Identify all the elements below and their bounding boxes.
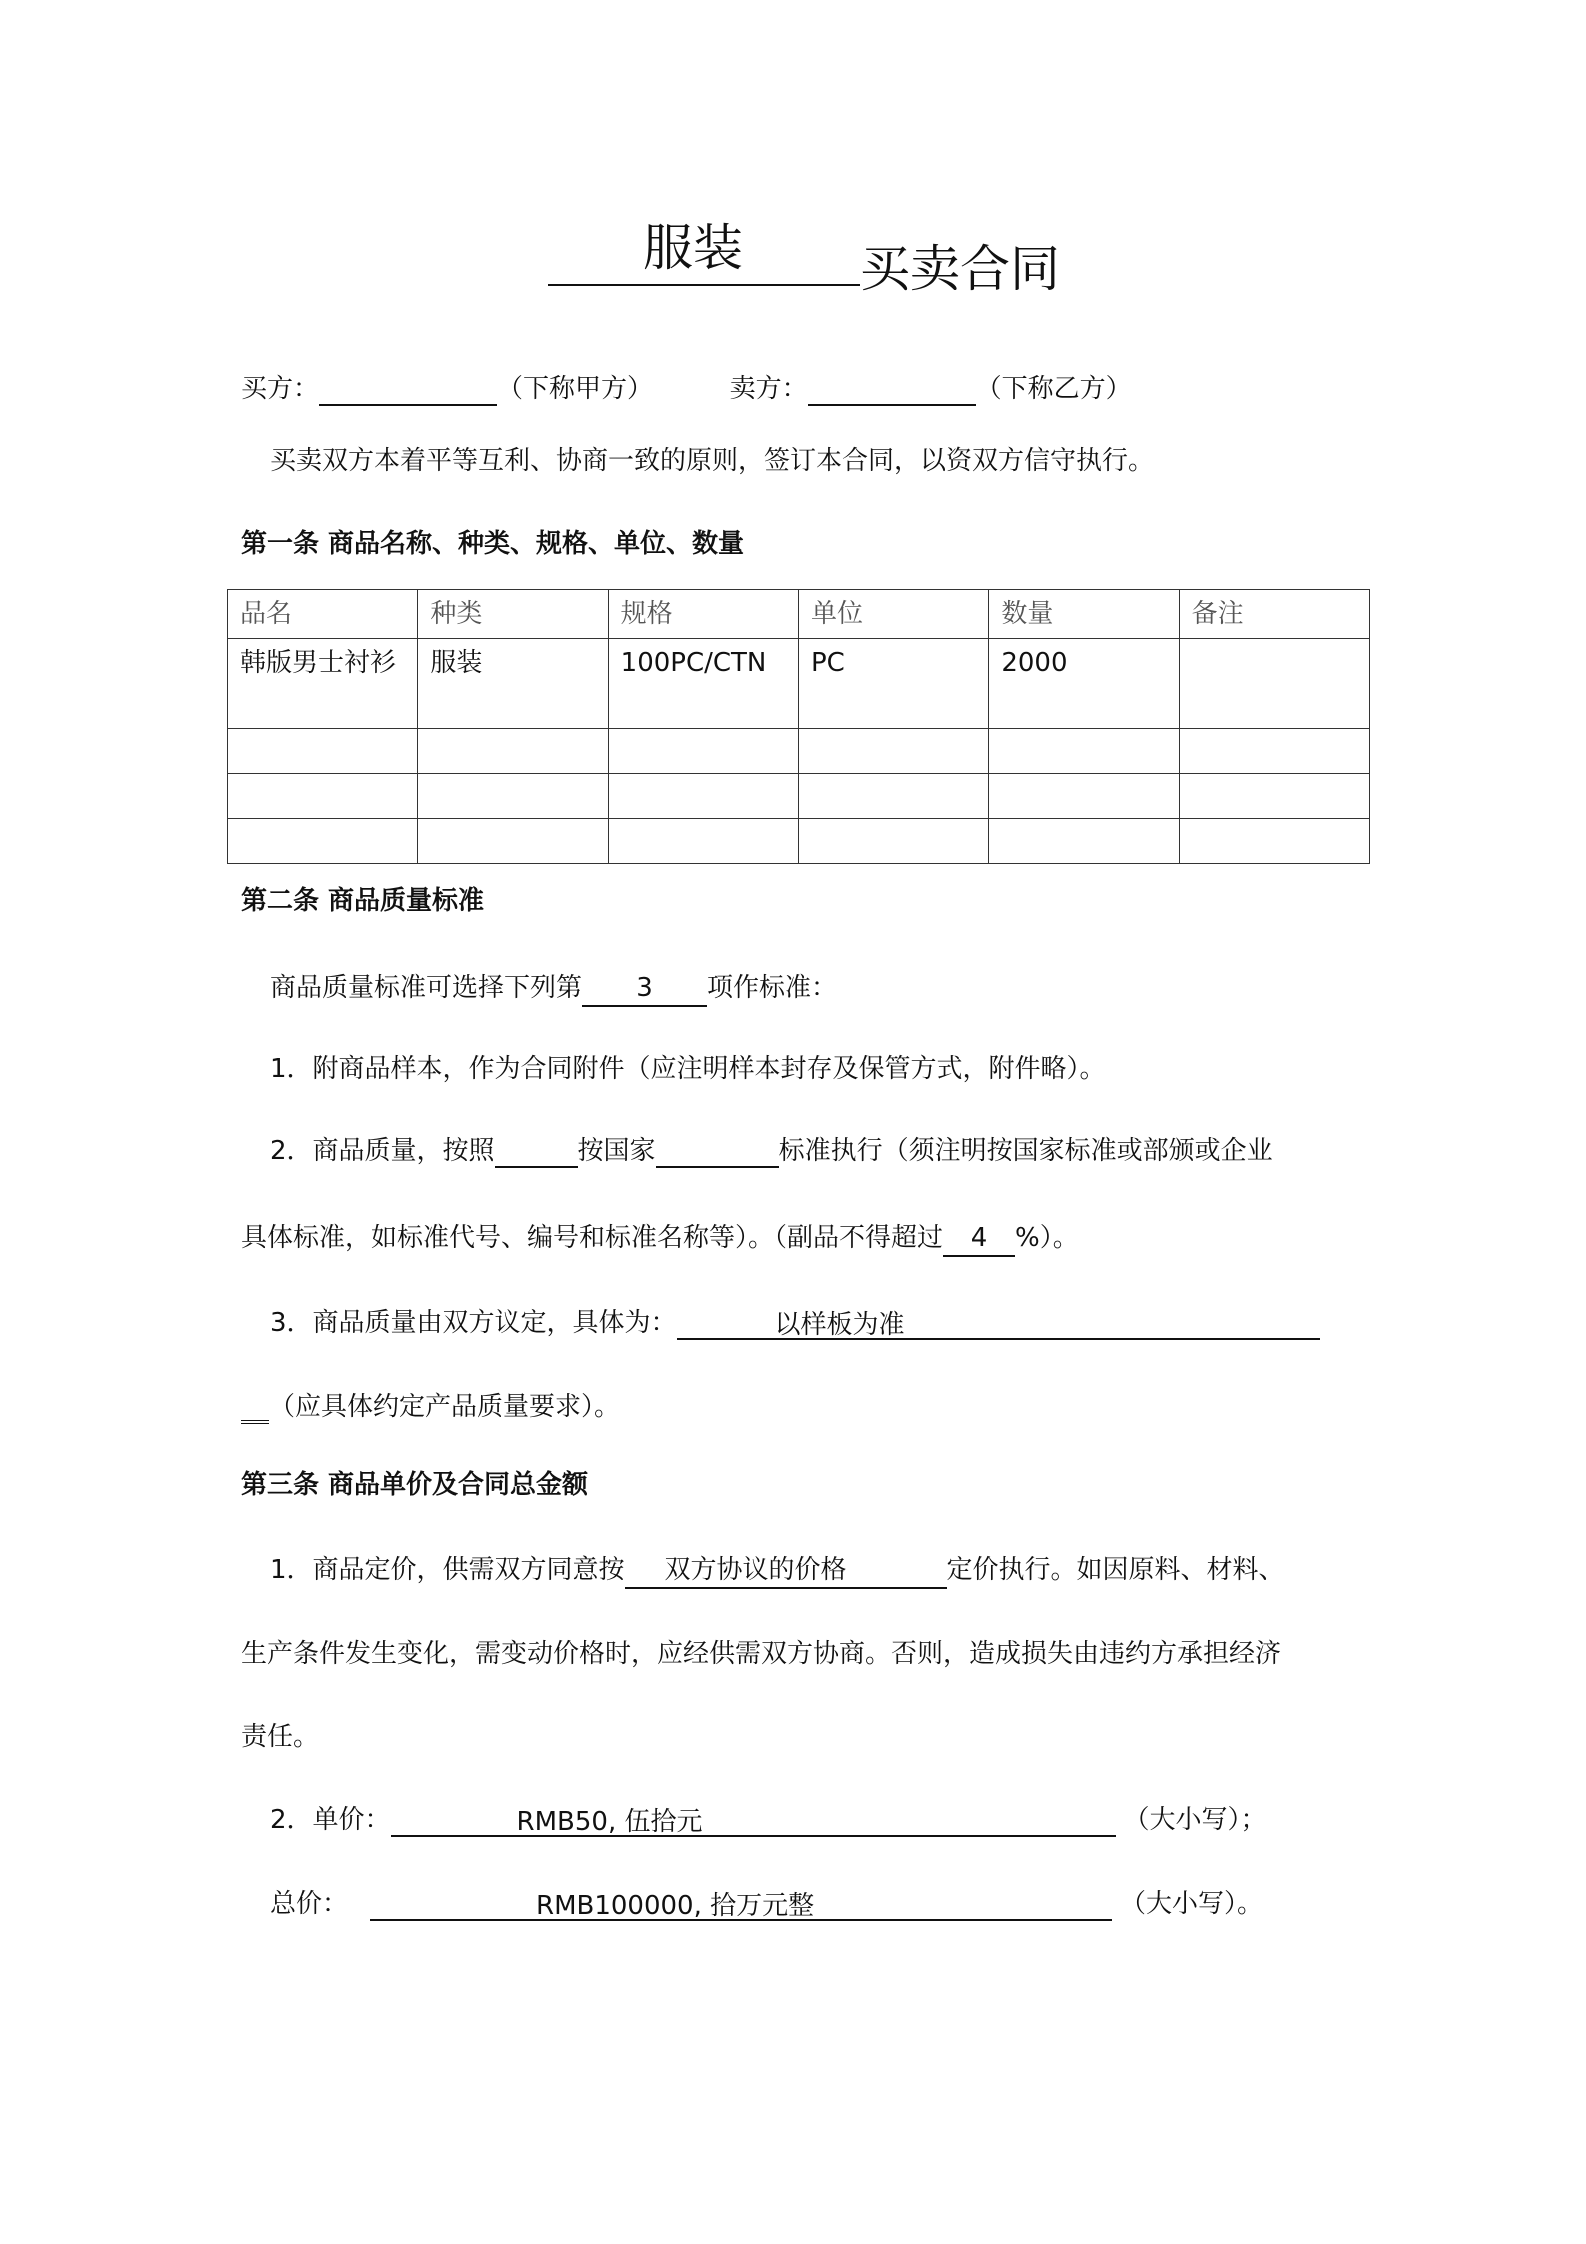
- quality-item-3-suffix: （应具体约定产品质量要求）。: [269, 1392, 621, 1422]
- col-name: 品名: [228, 590, 418, 639]
- table-cell: 服装: [418, 639, 608, 729]
- parties-line: [241, 372, 1132, 406]
- article2-heading: 第二条 商品质量标准: [241, 886, 485, 916]
- title-product-blank: [548, 218, 860, 286]
- table-cell: [418, 819, 608, 864]
- unit-price-value: RMB50, 伍拾元: [516, 1807, 703, 1837]
- table-cell: [798, 819, 988, 864]
- table-cell: [989, 729, 1179, 774]
- unit-price-label: 2．单价：: [270, 1805, 391, 1835]
- quality-item-2-b: 按国家: [577, 1136, 656, 1166]
- quality-item-2-blank1: [495, 1136, 578, 1168]
- quality-item-2: [270, 1134, 1273, 1168]
- pricing-item-1-line2: 生产条件发生变化，需变动价格时，应经供需双方协商。否则，造成损失由违约方承担经济: [241, 1639, 1282, 1669]
- table-cell: [418, 774, 608, 819]
- title-suffix: 买卖合同: [860, 240, 1060, 298]
- table-row: [228, 819, 1370, 864]
- col-quantity: 数量: [989, 590, 1179, 639]
- total-price-blank: [370, 1889, 1112, 1921]
- buyer-blank: [319, 374, 497, 406]
- quality-item-2-blank2: [656, 1136, 779, 1168]
- table-cell: [228, 774, 418, 819]
- col-spec: 规格: [608, 590, 798, 639]
- goods-table: [227, 589, 1370, 864]
- seller-note: （下称乙方）: [975, 374, 1132, 404]
- contract-title: [548, 218, 1060, 299]
- col-category: 种类: [418, 590, 608, 639]
- quality-item-2-d: 具体标准，如标准代号、编号和标准名称等）。（副品不得超过: [241, 1223, 944, 1253]
- col-unit: 单位: [798, 590, 988, 639]
- quality-choice-line: [270, 971, 837, 1007]
- table-cell: 韩版男士衬衫: [228, 639, 418, 729]
- quality-item-3-blank: [677, 1308, 1320, 1340]
- table-cell: [608, 729, 798, 774]
- quality-item-1: 1．附商品样本，作为合同附件（应注明样本封存及保管方式，附件略）。: [270, 1054, 1106, 1084]
- buyer-note: （下称甲方）: [497, 374, 654, 404]
- table-cell: [418, 729, 608, 774]
- buyer-label: 买方：: [241, 374, 320, 404]
- table-row: [228, 729, 1370, 774]
- unit-price-blank: [391, 1805, 1116, 1837]
- table-row: [228, 774, 1370, 819]
- table-cell: PC: [798, 639, 988, 729]
- quality-choice-prefix: 商品质量标准可选择下列第: [270, 973, 583, 1003]
- total-price-line: [270, 1887, 1263, 1921]
- quality-item-2-c: 标准执行（须注明按国家标准或部颁或企业: [778, 1136, 1273, 1166]
- table-row: [228, 639, 1370, 729]
- table-cell: [1179, 639, 1369, 729]
- quality-item-3-prefix: 3．商品质量由双方议定，具体为：: [270, 1308, 677, 1338]
- unit-price-suffix: （大小写）；: [1123, 1805, 1267, 1835]
- total-price-suffix: （大小写）。: [1120, 1889, 1264, 1919]
- table-cell: 100PC/CTN: [608, 639, 798, 729]
- article3-heading: 第三条 商品单价及合同总金额: [241, 1470, 589, 1500]
- intro-text: 买卖双方本着平等互利、协商一致的原则，签订本合同，以资双方信守执行。: [270, 446, 1155, 476]
- pricing-method-value: [625, 1553, 947, 1589]
- quality-item-3-tail-blank: [241, 1390, 269, 1424]
- table-cell: [989, 774, 1179, 819]
- pricing-method-text: 双方协议的价格: [664, 1555, 847, 1585]
- table-cell: [608, 774, 798, 819]
- pricing-item-1-line3: 责任。: [241, 1722, 320, 1752]
- table-cell: [1179, 819, 1369, 864]
- quality-item-3: [270, 1306, 1320, 1340]
- quality-item-2-line2: [241, 1221, 1079, 1257]
- pricing-item-1-suffix: 定价执行。如因原料、材料、: [946, 1555, 1285, 1585]
- table-cell: [228, 729, 418, 774]
- table-cell: [608, 819, 798, 864]
- total-price-value: RMB100000, 拾万元整: [536, 1891, 815, 1921]
- table-cell: [798, 774, 988, 819]
- col-remarks: 备注: [1179, 590, 1369, 639]
- quality-choice-suffix: 项作标准：: [707, 973, 838, 1003]
- quality-item-2-e: %）。: [1015, 1223, 1079, 1253]
- table-cell: [1179, 729, 1369, 774]
- table-cell: [989, 819, 1179, 864]
- table-cell: [1179, 774, 1369, 819]
- table-header-row: [228, 590, 1370, 639]
- table-cell: 2000: [989, 639, 1179, 729]
- defect-rate-value: 4: [943, 1221, 1015, 1257]
- quality-item-3-line2: [241, 1390, 620, 1424]
- quality-item-3-value: 以样板为准: [774, 1310, 905, 1340]
- unit-price-line: [270, 1803, 1267, 1837]
- seller-blank: [808, 374, 976, 406]
- seller-label: 卖方：: [729, 374, 808, 404]
- total-price-label: 总价：: [270, 1889, 349, 1919]
- quality-choice-value: 3: [582, 971, 707, 1007]
- pricing-item-1-prefix: 1．商品定价，供需双方同意按: [270, 1555, 625, 1585]
- table-cell: [798, 729, 988, 774]
- title-product: 服装: [643, 219, 743, 277]
- article1-heading: 第一条 商品名称、种类、规格、单位、数量: [241, 529, 745, 559]
- pricing-item-1: [270, 1553, 1285, 1589]
- quality-item-2-a: 2．商品质量，按照: [270, 1136, 495, 1166]
- table-cell: [228, 819, 418, 864]
